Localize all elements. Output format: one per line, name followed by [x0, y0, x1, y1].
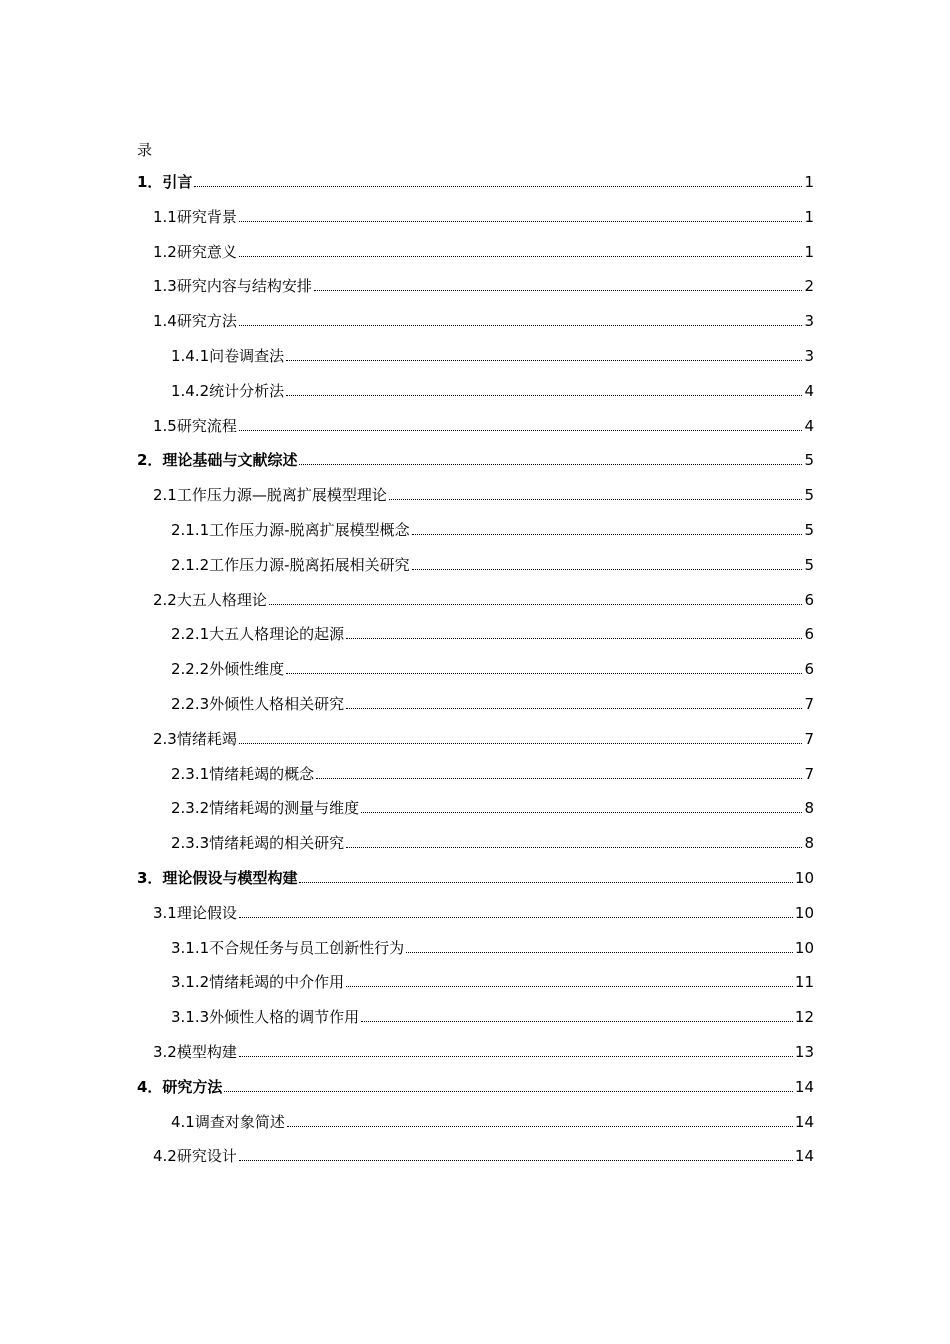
dot-leader [239, 221, 803, 222]
toc-entry-label: 1.2研究意义 [153, 242, 237, 261]
dot-leader [239, 1160, 793, 1161]
toc-entry-label: 2.2.2外倾性维度 [171, 660, 285, 679]
toc-entry[interactable] [153, 205, 814, 227]
toc-entry[interactable] [171, 1110, 814, 1132]
toc-entry[interactable] [153, 1144, 814, 1166]
toc-entry[interactable] [153, 901, 814, 923]
toc-entry-label: 4．研究方法 [137, 1077, 223, 1096]
toc-entry-page-number: 7 [804, 729, 814, 748]
toc-entry-page-number: 14 [794, 1077, 814, 1096]
toc-entry[interactable] [171, 831, 814, 853]
toc-entry-label: 1.4.2统计分析法 [171, 381, 285, 400]
dot-leader [239, 430, 803, 431]
dot-leader [314, 290, 803, 291]
toc-entry-page-number: 11 [794, 973, 814, 992]
dot-leader [239, 917, 793, 918]
toc-entry-label: 4.2研究设计 [153, 1147, 237, 1166]
toc-entry-page-number: 10 [794, 903, 814, 922]
toc-entry-label: 3.1.2情绪耗竭的中介作用 [171, 973, 345, 992]
toc-entry-page-number: 12 [794, 1008, 814, 1027]
toc-entry-page-number: 1 [804, 242, 814, 261]
toc-entry-page-number: 5 [804, 451, 814, 470]
toc-entry-label: 2.3.1情绪耗竭的概念 [171, 764, 315, 783]
toc-entry-label: 3.1.3外倾性人格的调节作用 [171, 1008, 360, 1027]
dot-leader [194, 186, 802, 187]
toc-entry-label: 3.1.1不合规任务与员工创新性行为 [171, 938, 405, 957]
toc-entry-page-number: 4 [804, 416, 814, 435]
toc-entry-page-number: 3 [804, 347, 814, 365]
toc-entry-label: 2.3.3情绪耗竭的相关研究 [171, 834, 345, 853]
toc-entry-page-number: 5 [804, 521, 814, 539]
toc-entry-page-number: 6 [804, 625, 814, 644]
toc-entry-label: 1.1研究背景 [153, 207, 237, 226]
toc-entry-page-number: 14 [794, 1112, 814, 1131]
dot-leader [239, 1056, 793, 1057]
dot-leader [286, 673, 802, 674]
toc-heading: 录 [137, 141, 153, 159]
toc-entry-label: 2.2大五人格理论 [153, 590, 267, 609]
dot-leader [406, 952, 793, 953]
toc-entry[interactable] [171, 936, 814, 958]
toc-entry-label: 2.1工作压力源—脱离扩展模型理论 [153, 486, 387, 505]
toc-entry[interactable] [171, 622, 814, 644]
toc-entry-page-number: 1 [804, 173, 814, 191]
dot-leader [346, 638, 802, 639]
toc-entry-label: 1.4.1问卷调查法 [171, 347, 285, 365]
toc-entry-page-number: 1 [804, 207, 814, 226]
toc-entry[interactable] [171, 762, 814, 784]
dot-leader [299, 464, 802, 465]
toc-entry-label: 1.5研究流程 [153, 416, 237, 435]
toc-entry[interactable] [171, 657, 814, 679]
toc-entry[interactable] [153, 588, 814, 610]
toc-entry-page-number: 6 [804, 660, 814, 679]
toc-entry[interactable] [171, 970, 814, 992]
dot-leader [412, 534, 803, 535]
toc-entry[interactable] [153, 727, 814, 749]
dot-leader [346, 986, 793, 987]
toc-entry-label: 3．理论假设与模型构建 [137, 869, 298, 887]
dot-leader [346, 847, 802, 848]
dot-leader [412, 569, 803, 570]
toc-entry-page-number: 14 [794, 1147, 814, 1166]
toc-entry-page-number: 6 [804, 590, 814, 609]
toc-entry[interactable] [171, 1005, 814, 1027]
toc-entry-label: 2.2.1大五人格理论的起源 [171, 625, 345, 644]
toc-entry[interactable] [137, 448, 814, 470]
toc-entry-page-number: 7 [804, 764, 814, 783]
toc-entry-page-number: 3 [804, 312, 814, 331]
toc-entry-page-number: 8 [804, 834, 814, 853]
toc-entry[interactable] [137, 866, 814, 888]
toc-entry-label: 4.1调查对象简述 [171, 1112, 285, 1131]
dot-leader [287, 1126, 793, 1127]
toc-entry-label: 1.4研究方法 [153, 312, 237, 331]
toc-entry-label: 2.3情绪耗竭 [153, 729, 237, 748]
toc-entry-page-number: 5 [804, 555, 814, 574]
dot-leader [224, 1091, 792, 1092]
dot-leader [389, 499, 803, 500]
toc-entry-page-number: 10 [794, 938, 814, 957]
dot-leader [361, 812, 802, 813]
toc-entry[interactable] [171, 379, 814, 401]
toc-entry-label: 3.1理论假设 [153, 903, 237, 922]
toc-entry-label: 1．引言 [137, 173, 193, 191]
toc-entry-label: 2.1.2工作压力源-脱离拓展相关研究 [171, 555, 410, 574]
toc-entry-label: 2．理论基础与文献综述 [137, 451, 298, 470]
toc-entry-page-number: 7 [804, 695, 814, 713]
toc-entry[interactable] [171, 518, 814, 540]
dot-leader [286, 360, 802, 361]
toc-entry[interactable] [153, 309, 814, 331]
toc-entry[interactable] [171, 344, 814, 366]
toc-entry[interactable] [137, 170, 814, 192]
toc-entry-page-number: 4 [804, 381, 814, 400]
toc-entry[interactable] [153, 240, 814, 262]
dot-leader [299, 882, 792, 883]
dot-leader [239, 325, 803, 326]
toc-entry[interactable] [153, 414, 814, 436]
toc-entry-page-number: 8 [804, 799, 814, 818]
toc-entry[interactable] [171, 553, 814, 575]
toc-entry[interactable] [153, 274, 814, 296]
dot-leader [361, 1021, 793, 1022]
dot-leader [269, 604, 803, 605]
dot-leader [346, 708, 802, 709]
toc-entry-label: 1.3研究内容与结构安排 [153, 277, 312, 296]
toc-entry-label: 2.2.3外倾性人格相关研究 [171, 695, 345, 713]
dot-leader [286, 395, 802, 396]
toc-entry-label: 3.2模型构建 [153, 1043, 237, 1061]
toc-entry[interactable] [171, 692, 814, 714]
toc-entry-label: 2.3.2情绪耗竭的测量与维度 [171, 799, 360, 818]
toc-entry-page-number: 13 [794, 1043, 814, 1061]
toc-entry-label: 2.1.1工作压力源-脱离扩展模型概念 [171, 521, 410, 539]
toc-entry[interactable] [137, 1075, 814, 1097]
toc-entry[interactable] [171, 796, 814, 818]
toc-entry-page-number: 5 [804, 486, 814, 505]
dot-leader [239, 743, 803, 744]
toc-entry[interactable] [153, 1040, 814, 1062]
toc-entry[interactable] [153, 483, 814, 505]
dot-leader [316, 778, 802, 779]
dot-leader [239, 256, 803, 257]
toc-entry-page-number: 2 [804, 277, 814, 296]
toc-entry-page-number: 10 [794, 869, 814, 887]
